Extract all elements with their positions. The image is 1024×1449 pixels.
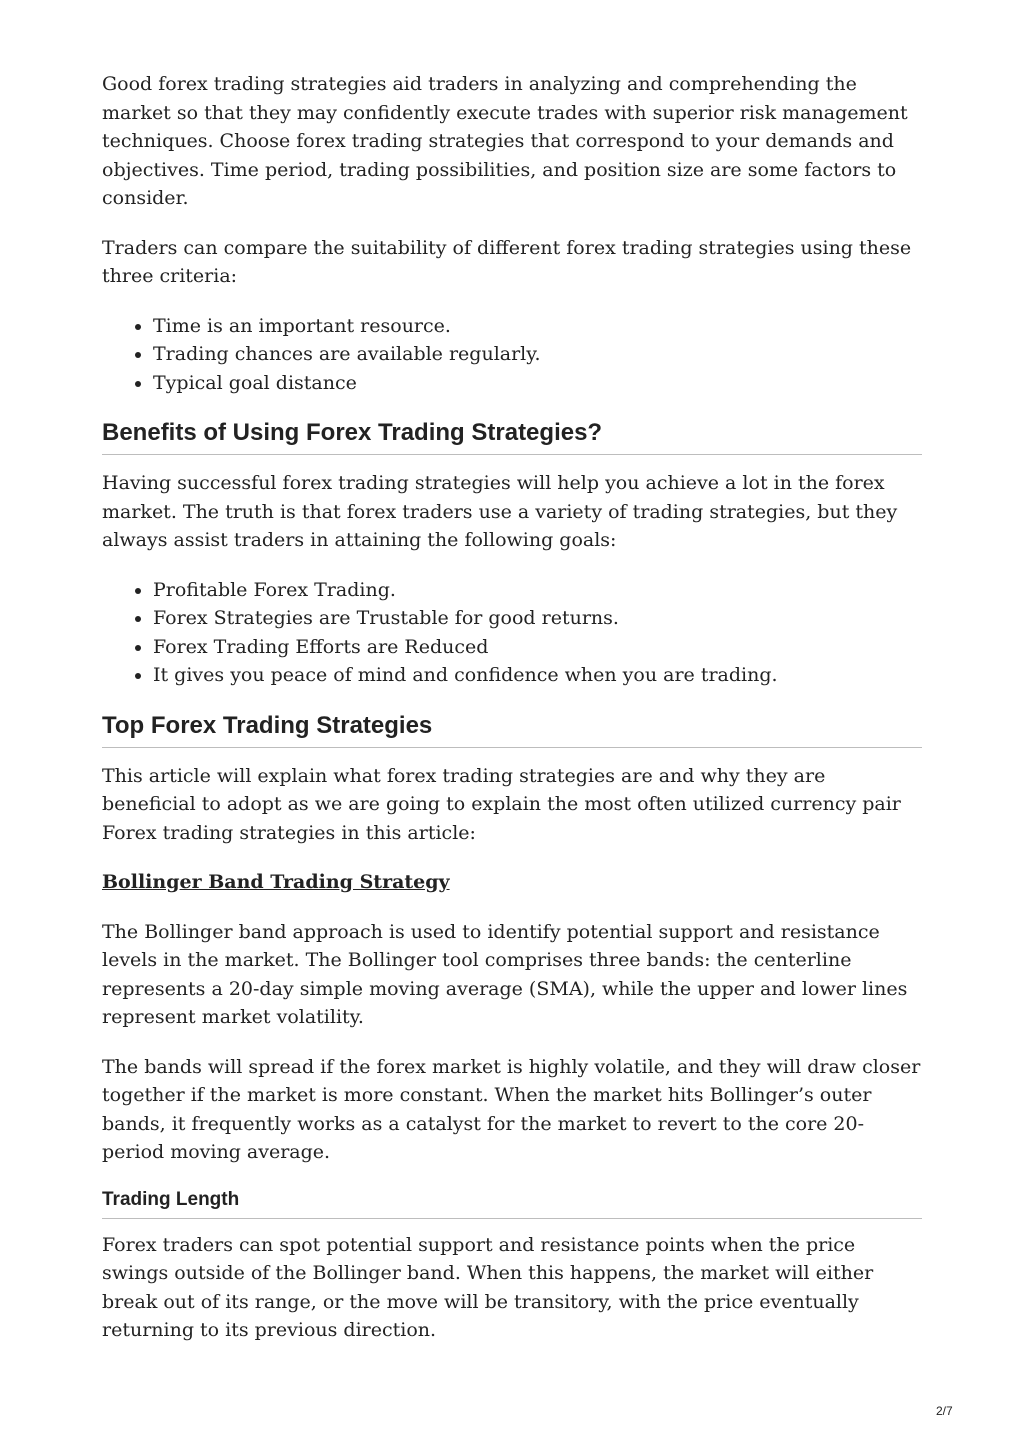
article-body: [102, 70, 922, 1366]
top-strategies-heading: Top Forex Trading Strategies: [102, 711, 922, 748]
benefits-paragraph: Having successful forex trading strategies will help you achieve a lot in the forex market. The truth is that forex traders use a variety of trading strategies, but they always assist traders in attaining the following goals:: [102, 472, 898, 551]
benefits-heading: Benefits of Using Forex Trading Strategies?: [102, 418, 922, 455]
bollinger-band-link[interactable]: Bollinger Band Trading Strategy: [102, 871, 450, 893]
trading-length-heading: Trading Length: [102, 1188, 922, 1219]
top-strategies-paragraph: This article will explain what forex trading strategies are and why they are beneficial to adopt as we are going to explain the most often utilized currency pair Forex trading strategies in this article:: [102, 764, 901, 844]
list-item: • It gives you peace of mind and confidence when you are trading.: [153, 661, 922, 690]
criteria-intro-paragraph: Traders can compare the suitability of different forex trading strategies using these three criteria:: [102, 236, 912, 287]
list-item: • Typical goal distance: [153, 369, 922, 398]
criteria-list: [102, 312, 922, 398]
list-item: • Profitable Forex Trading.: [153, 576, 922, 605]
list-item: • Forex Trading Efforts are Reduced: [153, 633, 922, 662]
bollinger-paragraph-1: The Bollinger band approach is used to identify potential support and resistance levels in the market. The Bollinger tool comprises three bands: the centerline represents a 20-day simple moving average (SMA), while the upper and lower lines represent market volatility.: [102, 920, 908, 1028]
bollinger-subheading: [102, 868, 922, 897]
list-item: • Time is an important resource.: [153, 312, 922, 341]
intro-paragraph: Good forex trading strategies aid traders in analyzing and comprehending the market so that they may confidently execute trades with superior risk management techniques. Choose forex trading strategies that correspond to your demands and objectives. Time period, trading possibilities, and position size are some factors to consider.: [102, 73, 908, 209]
page-number: 2/7: [936, 1404, 953, 1418]
trading-length-paragraph: Forex traders can spot potential support and resistance points when the price swings outside of the Bollinger band. When this happens, the market will either break out of its range, or the move will be transitory, with the price eventually returning to its previous direction.: [102, 1233, 874, 1341]
list-item: • Forex Strategies are Trustable for good returns.: [153, 604, 922, 633]
benefits-list: [102, 576, 922, 690]
bollinger-paragraph-2: The bands will spread if the forex market is highly volatile, and they will draw closer together if the market is more constant. When the market hits Bollinger’s outer bands, it frequently works as a catalyst for the market to revert to the core 20-period moving average.: [102, 1055, 921, 1163]
list-item: • Trading chances are available regularly.: [153, 340, 922, 369]
